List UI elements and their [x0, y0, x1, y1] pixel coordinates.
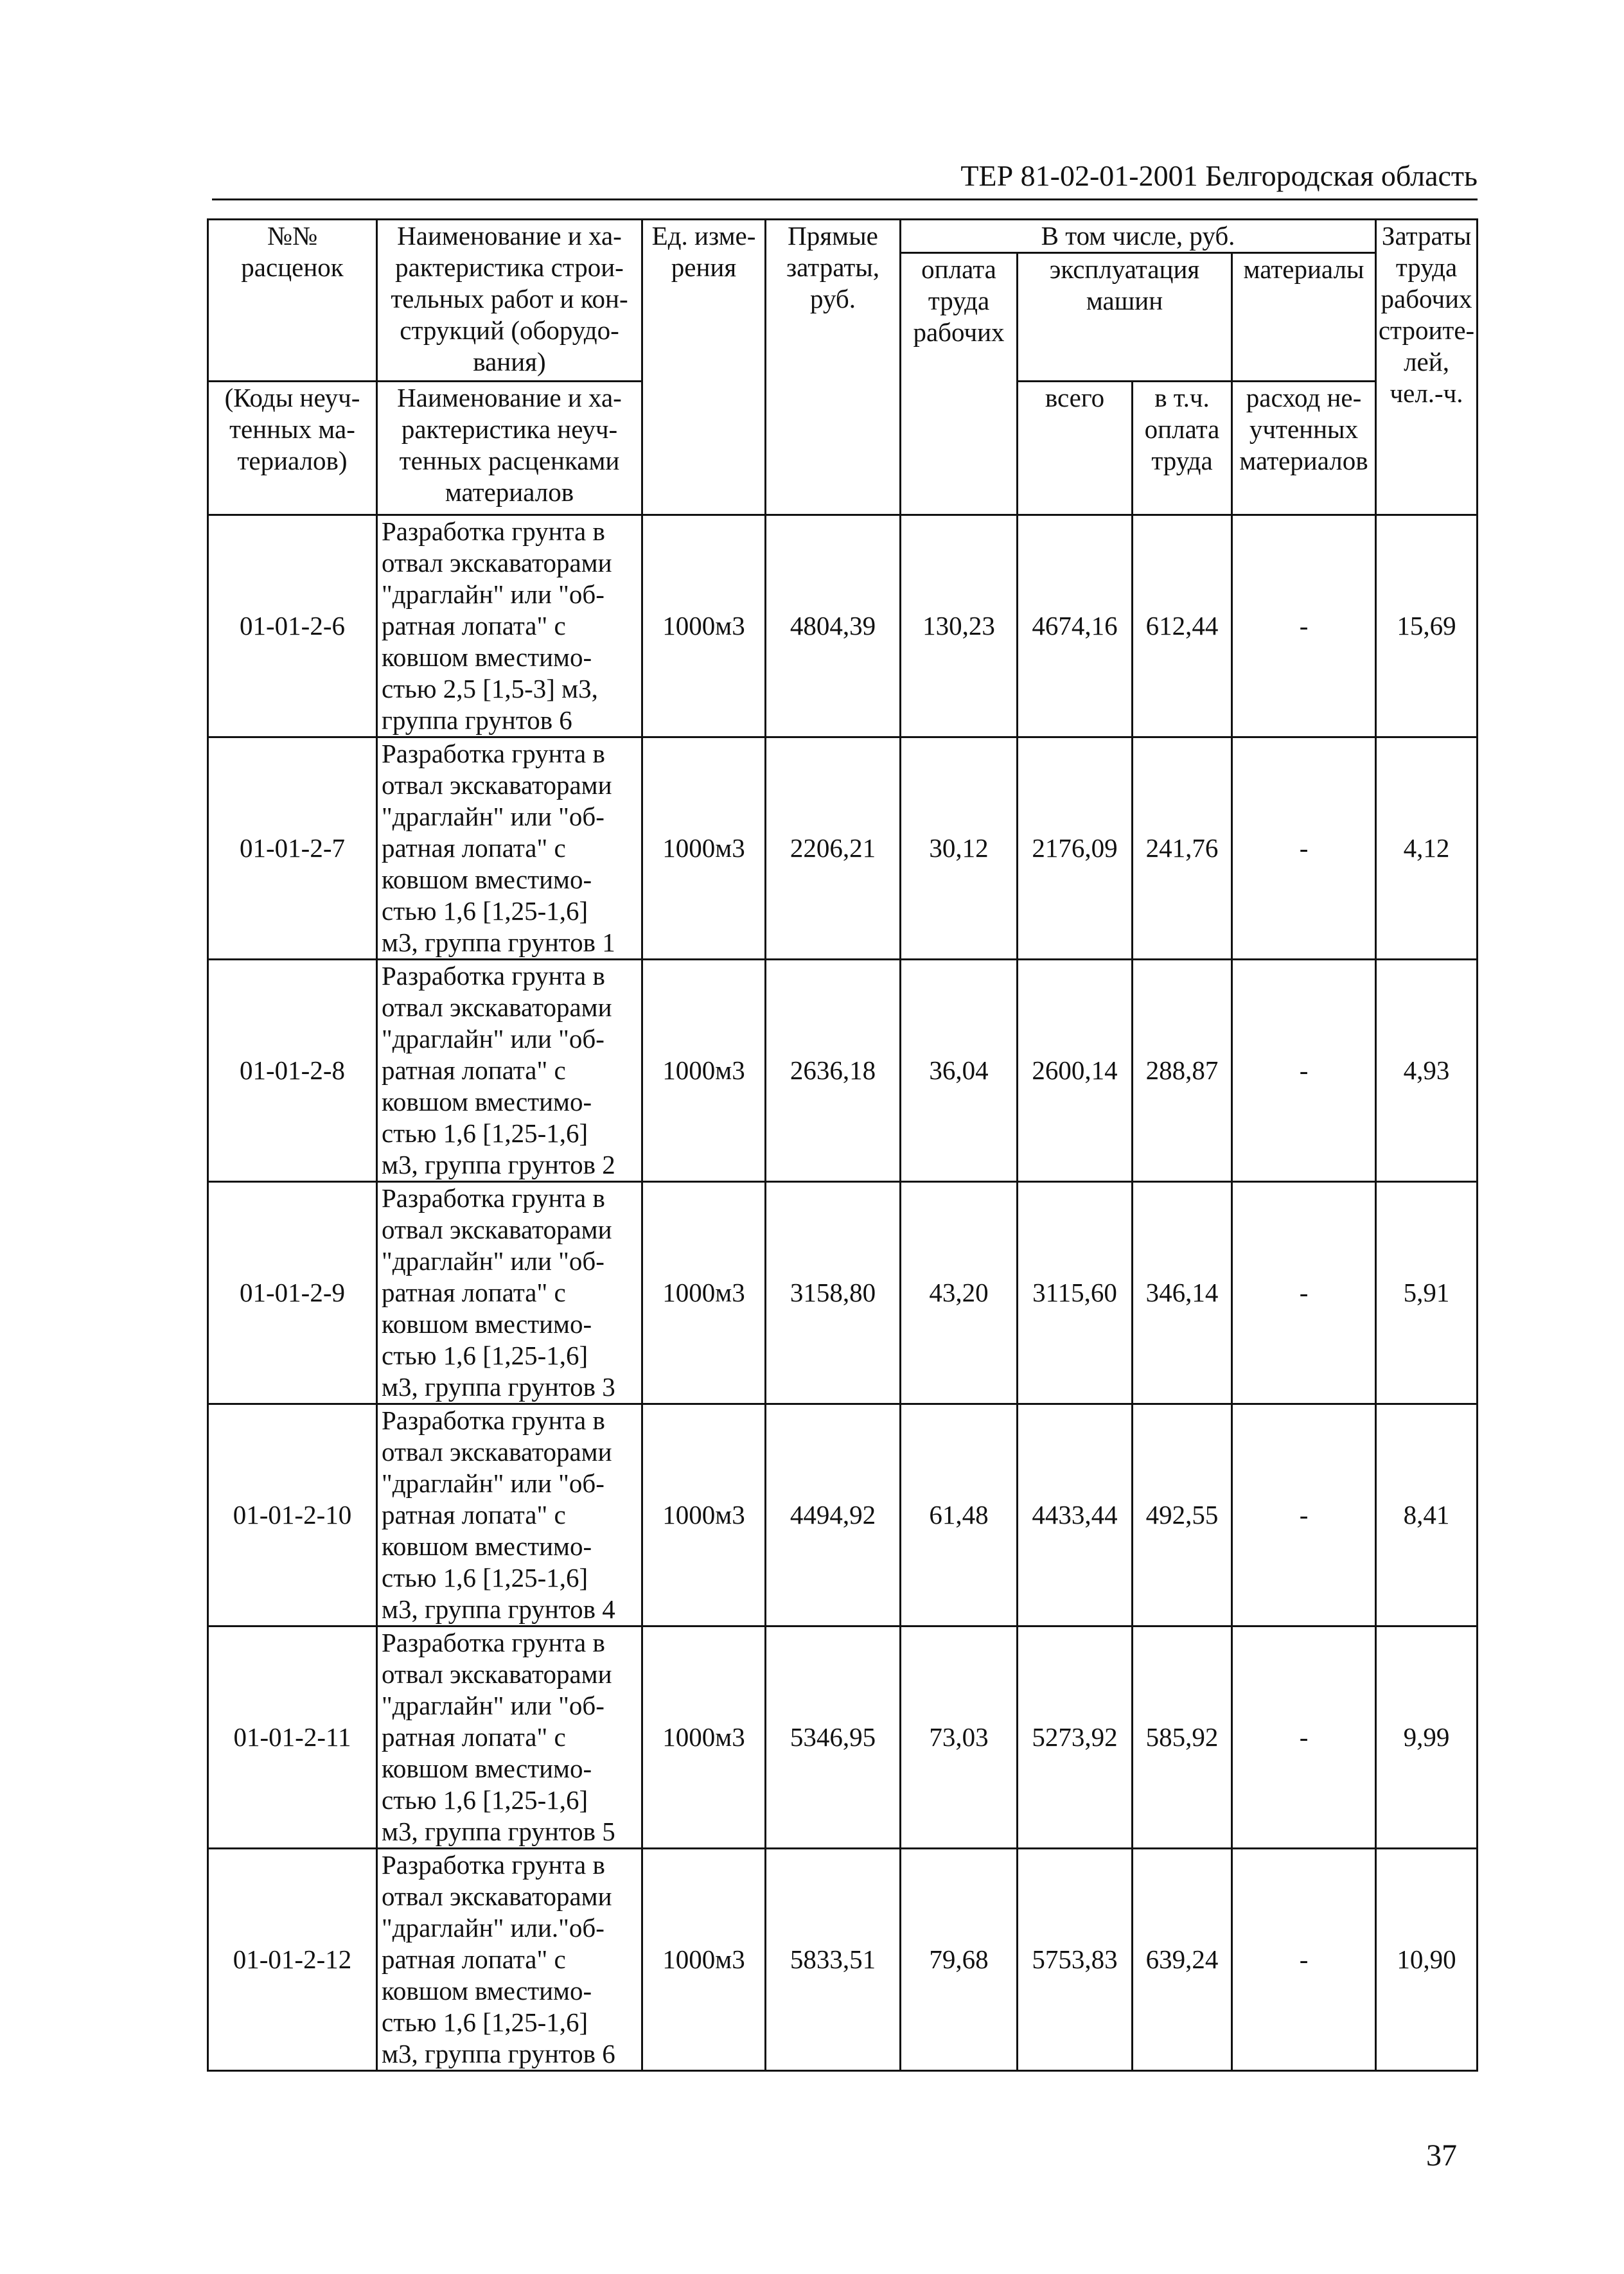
- rate-machines-total: 4674,16: [1018, 515, 1133, 737]
- rate-unit: 1000м3: [642, 1404, 766, 1626]
- rate-labor: 9,99: [1376, 1626, 1478, 1849]
- rate-direct-cost: 2636,18: [766, 960, 901, 1182]
- rate-machines-wages: 492,55: [1133, 1404, 1232, 1626]
- rate-unit: 1000м3: [642, 960, 766, 1182]
- rate-code: 01-01-2-9: [208, 1182, 377, 1404]
- rate-description: Разработка грунта в отвал экскаваторами "драглайн" или."об- ратная лопата" с ковшом вместимо- стью 1,6 [1,25-1,6] м3, группа грунтов 6: [377, 1849, 642, 2071]
- rate-unit: 1000м3: [642, 1182, 766, 1404]
- header-unaccounted-codes: (Коды неуч- тенных ма- териалов): [208, 382, 377, 515]
- rate-direct-cost: 4804,39: [766, 515, 901, 737]
- table-body: [208, 515, 1478, 2071]
- rate-description: Разработка грунта в отвал экскаваторами "драглайн" или "об- ратная лопата" с ковшом вместимо- стью 1,6 [1,25-1,6] м3, группа грунтов 4: [377, 1404, 642, 1626]
- rate-description: Разработка грунта в отвал экскаваторами "драглайн" или "об- ратная лопата" с ковшом вместимо- стью 2,5 [1,5-3] м3, группа грунтов 6: [377, 515, 642, 737]
- rate-materials: -: [1232, 1849, 1376, 2071]
- rate-labor: 15,69: [1376, 515, 1478, 737]
- rate-direct-cost: 2206,21: [766, 737, 901, 960]
- rate-materials: -: [1232, 960, 1376, 1182]
- rate-description: Разработка грунта в отвал экскаваторами "драглайн" или "об- ратная лопата" с ковшом вместимо- стью 1,6 [1,25-1,6] м3, группа грунтов 2: [377, 960, 642, 1182]
- header-materials: материалы: [1232, 253, 1376, 382]
- rate-code: 01-01-2-6: [208, 515, 377, 737]
- rate-code: 01-01-2-11: [208, 1626, 377, 1849]
- header-machines-wages: в т.ч. оплата труда: [1133, 382, 1232, 515]
- rate-wages: 61,48: [901, 1404, 1018, 1626]
- rate-wages: 73,03: [901, 1626, 1018, 1849]
- table-row: [208, 1626, 1478, 1849]
- header-including: В том числе, руб.: [901, 220, 1376, 253]
- rate-direct-cost: 4494,92: [766, 1404, 901, 1626]
- rate-wages: 43,20: [901, 1182, 1018, 1404]
- rate-wages: 130,23: [901, 515, 1018, 737]
- header-unit: Ед. изме- рения: [642, 220, 766, 515]
- table-row: [208, 515, 1478, 737]
- table-row: [208, 1404, 1478, 1626]
- rate-direct-cost: 5346,95: [766, 1626, 901, 1849]
- table-row: [208, 960, 1478, 1182]
- rate-wages: 30,12: [901, 737, 1018, 960]
- rate-machines-total: 5753,83: [1018, 1849, 1133, 2071]
- page-number: 37: [1426, 2138, 1457, 2173]
- rate-description: Разработка грунта в отвал экскаваторами "драглайн" или "об- ратная лопата" с ковшом вместимо- стью 1,6 [1,25-1,6] м3, группа грунтов 3: [377, 1182, 642, 1404]
- rate-direct-cost: 3158,80: [766, 1182, 901, 1404]
- header-rule: [212, 198, 1478, 200]
- header-unaccounted-name: Наименование и ха- рактеристика неуч- тенных расценками материалов: [377, 382, 642, 515]
- header-labor: Затраты труда рабочих строите- лей, чел.-ч.: [1376, 220, 1478, 515]
- rate-unit: 1000м3: [642, 1849, 766, 2071]
- rate-machines-total: 3115,60: [1018, 1182, 1133, 1404]
- rate-unit: 1000м3: [642, 515, 766, 737]
- header-wages: оплата труда рабочих: [901, 253, 1018, 515]
- rate-code: 01-01-2-8: [208, 960, 377, 1182]
- rate-description: Разработка грунта в отвал экскаваторами "драглайн" или "об- ратная лопата" с ковшом вместимо- стью 1,6 [1,25-1,6] м3, группа грунтов 5: [377, 1626, 642, 1849]
- rate-materials: -: [1232, 1182, 1376, 1404]
- rates-table: [207, 218, 1478, 2072]
- rate-direct-cost: 5833,51: [766, 1849, 901, 2071]
- table-row: [208, 1182, 1478, 1404]
- rate-machines-total: 5273,92: [1018, 1626, 1133, 1849]
- rate-machines-wages: 241,76: [1133, 737, 1232, 960]
- rate-labor: 4,93: [1376, 960, 1478, 1182]
- rate-machines-total: 2600,14: [1018, 960, 1133, 1182]
- header-materials-usage: расход не- учтенных материалов: [1232, 382, 1376, 515]
- rate-labor: 5,91: [1376, 1182, 1478, 1404]
- rate-materials: -: [1232, 1404, 1376, 1626]
- rate-code: 01-01-2-7: [208, 737, 377, 960]
- rate-machines-total: 4433,44: [1018, 1404, 1133, 1626]
- rate-materials: -: [1232, 515, 1376, 737]
- table-row: [208, 1849, 1478, 2071]
- rate-machines-wages: 612,44: [1133, 515, 1232, 737]
- table-header: [208, 220, 1478, 515]
- header-machines-total: всего: [1018, 382, 1133, 515]
- rate-description: Разработка грунта в отвал экскаваторами "драглайн" или "об- ратная лопата" с ковшом вместимо- стью 1,6 [1,25-1,6] м3, группа грунтов 1: [377, 737, 642, 960]
- header-direct-cost: Прямые затраты, руб.: [766, 220, 901, 515]
- rate-unit: 1000м3: [642, 737, 766, 960]
- rate-machines-wages: 639,24: [1133, 1849, 1232, 2071]
- rate-labor: 10,90: [1376, 1849, 1478, 2071]
- header-code: №№ расценок: [208, 220, 377, 382]
- rate-wages: 79,68: [901, 1849, 1018, 2071]
- rate-machines-wages: 585,92: [1133, 1626, 1232, 1849]
- table-row: [208, 737, 1478, 960]
- rate-labor: 4,12: [1376, 737, 1478, 960]
- rate-machines-total: 2176,09: [1018, 737, 1133, 960]
- rate-code: 01-01-2-12: [208, 1849, 377, 2071]
- rate-wages: 36,04: [901, 960, 1018, 1182]
- rate-code: 01-01-2-10: [208, 1404, 377, 1626]
- rate-materials: -: [1232, 737, 1376, 960]
- header-name: Наименование и ха- рактеристика строи- тельных работ и кон- струкций (оборудо- вания): [377, 220, 642, 382]
- rate-machines-wages: 346,14: [1133, 1182, 1232, 1404]
- rate-unit: 1000м3: [642, 1626, 766, 1849]
- rate-machines-wages: 288,87: [1133, 960, 1232, 1182]
- rate-materials: -: [1232, 1626, 1376, 1849]
- rate-labor: 8,41: [1376, 1404, 1478, 1626]
- header-machines: эксплуатация машин: [1018, 253, 1232, 382]
- document-title: ТЕР 81-02-01-2001 Белгородская область: [960, 159, 1478, 192]
